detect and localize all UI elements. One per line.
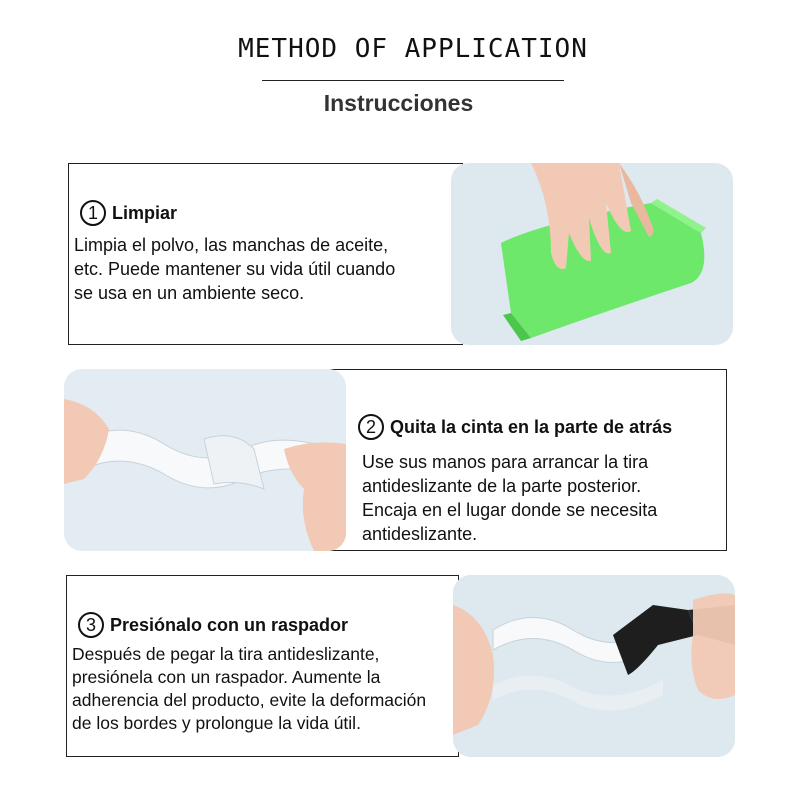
step-2-heading [358, 414, 672, 440]
step-1-number-icon: 1 [80, 200, 106, 226]
step-3-line: Después de pegar la tira antideslizante, [72, 644, 380, 664]
step-3-photo [453, 575, 735, 757]
step-3-line: de los bordes y prolongue la vida útil. [72, 713, 361, 733]
step-2-number-icon: 2 [358, 414, 384, 440]
scraper-pressing-icon [453, 575, 735, 757]
step-1-description [74, 233, 395, 305]
step-2-line: Encaja en el lugar donde se necesita [362, 500, 658, 520]
peeling-tape-icon [64, 369, 346, 551]
step-3-heading [78, 612, 348, 638]
step-2-title: Quita la cinta en la parte de atrás [390, 416, 673, 437]
step-1-line: Limpia el polvo, las manchas de aceite, [74, 235, 389, 255]
step-1-photo [451, 163, 733, 345]
step-2-line: Use sus manos para arrancar la tira [362, 452, 649, 472]
green-cloth-wiping-icon [451, 163, 733, 345]
page-title-english: METHOD OF APPLICATION [238, 34, 588, 64]
step-1-line: etc. Puede mantener su vida útil cuando [74, 259, 396, 279]
step-3-number-icon: 3 [78, 612, 104, 638]
step-3-description [72, 643, 426, 735]
step-2-line: antideslizante. [362, 524, 478, 544]
step-3-title: Presiónalo con un raspador [110, 614, 349, 635]
step-3-line: presiónela con un raspador. Aumente la [72, 667, 381, 687]
step-1-line: se usa en un ambiente seco. [74, 283, 305, 303]
title-divider [262, 80, 564, 81]
step-1-title: Limpiar [112, 202, 178, 223]
step-1-heading [80, 200, 177, 226]
step-3-line: adherencia del producto, evite la deformación [72, 690, 427, 710]
step-2-description [362, 450, 657, 546]
page-title-spanish: Instrucciones [323, 90, 474, 116]
step-2-photo [64, 369, 346, 551]
step-2-line: antideslizante de la parte posterior. [362, 476, 642, 496]
